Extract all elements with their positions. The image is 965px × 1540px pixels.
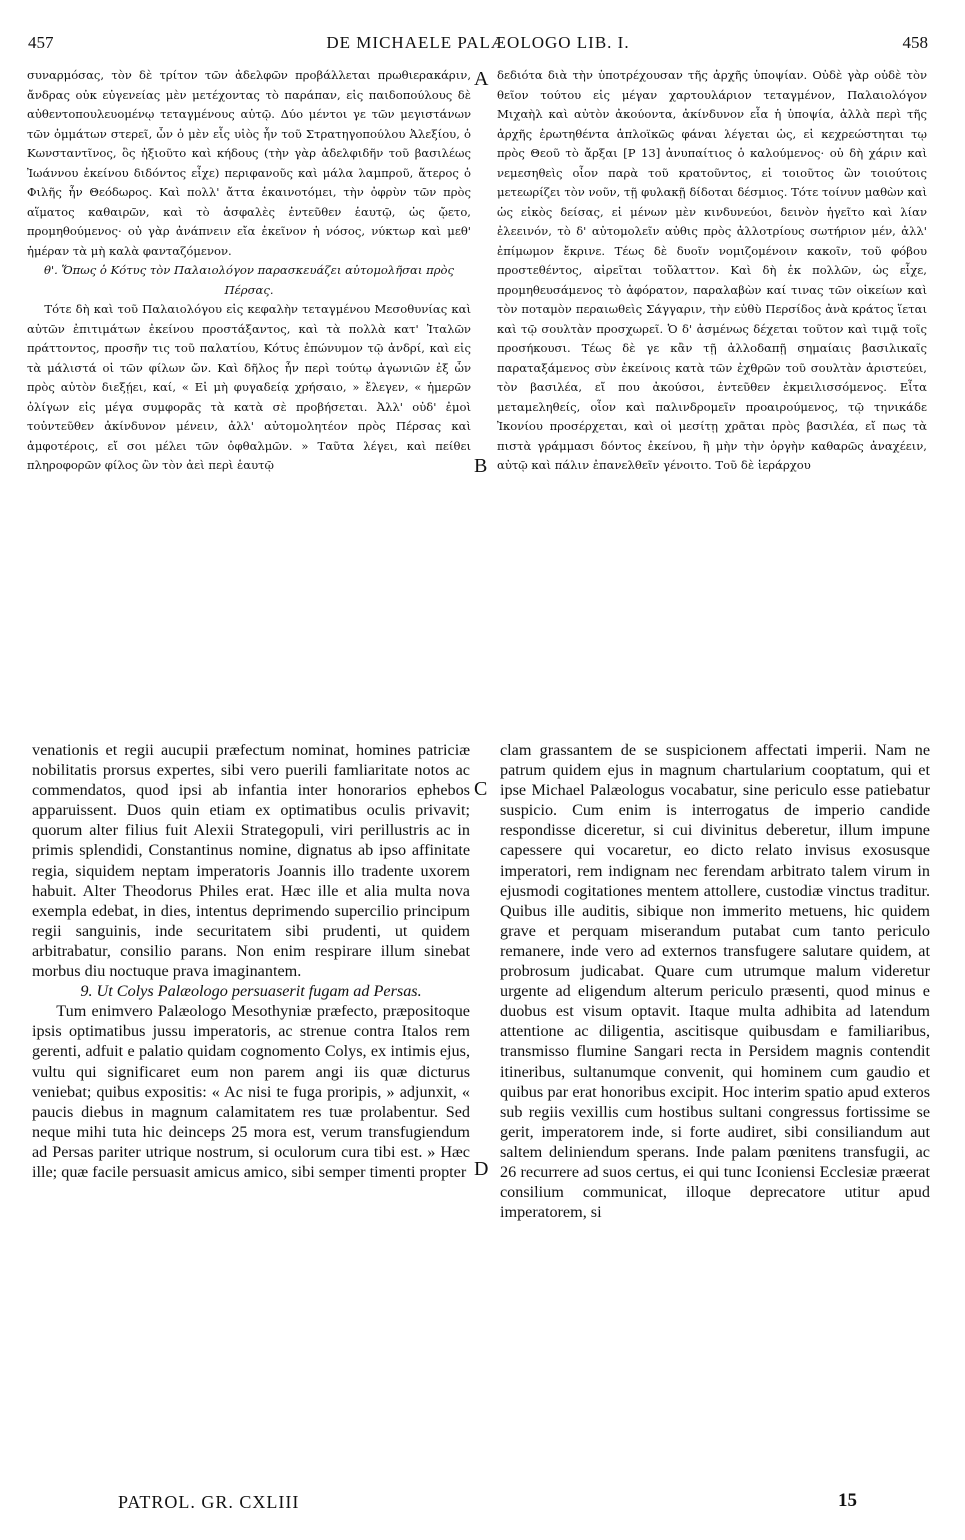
greek-column-right <box>497 66 927 476</box>
running-title: DE MICHAELE PALÆOLOGO LIB. I. <box>326 33 630 52</box>
latin-section-heading: 9. Ut Colys Palæologo persuaserit fugam ad Persas. <box>80 982 422 1001</box>
latin-column-left <box>32 740 470 1182</box>
greek-column-left <box>27 66 471 476</box>
greek-section-heading: θ'. Ὅπως ὁ Κότυς τὸν Παλαιολόγον παρασκευάζει αὐτομολῆσαι πρὸς Πέρσας. <box>43 263 455 297</box>
margin-marker-d: D <box>474 1158 489 1180</box>
greek-right-paragraph-1: δεδιότα διὰ τὴν ὑποτρέχουσαν τῆς ἀρχῆς ὑποψίαν. Οὐδὲ γὰρ οὐδὲ τὸν θεῖον τούτου εἰς μέγαν χαρτουλάριον τεταγμένον, Παλαιολόγον Μιχαὴλ καὶ αὐτὸν ἀκούοντα, ἀκίνδυνον εἶα ἡ ὑποψία, ἀλλὰ περὶ τῆς ἀρχῆς ἐρωτηθέντα ἁπλοϊκῶς φάναι λέγεται ὡς, εἰ κεχρεώστηται τῳ πρὸς Θεοῦ τὸ ἄρξαι [P 13] ἀνυπαίτιος ὁ καλούμενος· οὐ δὴ χάριν καὶ νεμεσηθεὶς οἷον παρὰ τοῦ κρατοῦντος, εἰ τοιοῦτος ὢν τοιούτοις μετεωρίζει τὸν νοῦν, τῇ φυλακῇ δίδοται δέσμιος. Τότε τοίνυν μαθὼν καὶ ὡς εἰκὸς δείσας, εἰ μένων μὲν κινδυνεύοι, δεινὸν ἡγεῖτο καὶ λίαν ἐλεεινόν, τὸ δ' αὐτομολεῖν αὐθις πρὸς ἀλλοτρίους σωτήριον μέν, ἀλλ' ἐπίμωμον ἔκρινε. Τέως δὲ δυοῖν νομιζομένοιν κακοῖν, τοῦ φόβου προστεθέντος, αἱρεῖται τοὔλαττον. Καὶ δὴ ἐκ πολλῶν, ὡς εἶχε, προμηθευσάμενος τὸ ἀφόρατον, παραλαβὼν καί τινας τῶν οἰκείων καὶ τὸν ποταμὸν περαιωθεὶς Σάγγαριν, τὴν εὐθὺ Περσίδος ἀνὰ κράτος ἵεται καὶ τῷ σουλτὰν προσχωρεῖ. Ὁ δ' ἀσμένως δέχεται τοῦτον καὶ τιμᾷ τοῖς προσήκουσι. Τέως δὲ γε κἂν τῇ ἀλλοδαπῇ σημαίαις βασιλικαῖς παραταξάμενος σὺν ἐκείνοις κατὰ τῶν ἐχθρῶν τοῦ σουλτὰν ἀριστεύει, τὸν βασιλέα, εἴ που ἀκούσοι, ἐντεῦθεν ἐκμειλισσόμενος. Εἶτα μεταμεληθείς, οἷον καὶ παλινδρομεῖν προαιρούμενος, τῷ τηνικάδε Ἰκονίου προσέρχεται, καὶ οἱ μεσίτῃ χρᾶται πρὸς βασιλέα, εἴ πως τὰ πιστὰ γράμμασι δόντος ἐκείνου, ἢ μὴν τὴν ὀργὴν καθαρῶς ἀναχέειν, αὐτῷ καὶ πάλιν ἐπανελθεῖν γένοιτο. Τοῦ δὲ ἱεράρχου <box>497 68 927 472</box>
margin-marker-b: B <box>474 455 488 477</box>
page-number-left: 457 <box>28 33 54 52</box>
running-header <box>28 33 928 59</box>
margin-marker-a: A <box>474 68 489 90</box>
latin-left-paragraph-2: Tum enimvero Palæologo Mesothyniæ præfecto, præpositoque ipsis optimatibus jussu imperatoris, ac strenue contra Italos rem gerenti, adfuit e palatio quidam cognomento Colys, ex intimis ejus, vultu qui significaret eum non parem angi iis quæ dicturus veniebat; quibus expositis: « Ac nisi te fuga proripis, » adjunxit, « paucis diebus in magnum calamitatem res tuæ prolabentur. Sed neque mihi tuta hic deinceps 25 mora est, verum transfugiendum ad Persas pariter utrique nostrum, si oculorum cura tibi est. » Hæc ille; quæ facile persuasit amicus amico, sibi semper timenti propter <box>32 1002 470 1181</box>
latin-left-paragraph-1: venationis et regii aucupii præfectum nominat, homines patriciæ nobilitatis prorsus expertes, sibi vero puerili famliaritate notos ac commendatos, quod ipsi ab infantia inter honorarios ephebos apparuissent. Duos quin etiam ex optimatibus oculis privavit; quorum alter filius fuit Alexii Strategopuli, viri perillustris ac in primis splendidi, Constantinus nomine, dignatus ab ipso affinitate regia, siquidem neptam imperatoris Joannis illo tradente uxorem habuit. Alter Theodorus Philes erat. Hæc ille et alia multa nova exempla edebat, in dies, intentus deprimendo supercilio principum regii sanguinis, inde securitatem sibi prudenti, ut quidem arbitrabatur, consilio parans. Non enim respirare illum sinebat morbus diu noctuque prava imaginantem. <box>32 741 470 981</box>
footer-signature: PATROL. GR. CXLIII <box>118 1492 300 1512</box>
latin-column-right <box>500 740 930 1222</box>
greek-left-paragraph-1: συναρμόσας, τὸν δὲ τρίτον τῶν ἀδελφῶν προβάλλεται πρωθιερακάριν, ἄνδρας οὐκ εὐγενείας μὲν μετέχοντας τὸ παράπαν, εἰς παιδοπούλους δὲ αὐθεντοπουλευομένῳ τεταγμένους αὐτῷ. Δύο μέντοι γε τῶν μεγιστάνων τῶν ὀμμάτων στερεῖ, ὧν ὁ μὲν εἷς υἱὸς ἦν τοῦ Στρατηγοπούλου Ἀλεξίου, ὁ Κωνσταντῖνος, ὃς ἠξιοῦτο καὶ κήδους (τὴν γὰρ ἀδελφιδῆν τοῦ βασιλέως Ἰωάννου ἐκείνου διδόντος εἶχε) περιφανοῦς καὶ μάλα λαμπροῦ, ἅτερος ὁ Φιλῆς ἦν Θεόδωρος. Καὶ πολλ' ἄττα ἐκαινοτόμει, τὴν ὀφρὺν τῶν πρὸς αἵματος καθαιρῶν, καὶ τὸ ἀσφαλὲς ἐντεῦθεν ἑαυτῷ, ὡς ᾤετο, προμηθούμενος· οὐ γὰρ ἀνάπνειν εἴα ἐκεῖνον ἡ νόσος, νύκτωρ καὶ μεθ' ἡμέραν τὰ μὴ καλὰ φανταζόμενον. <box>27 68 471 258</box>
greek-left-paragraph-2: Τότε δὴ καὶ τοῦ Παλαιολόγου εἰς κεφαλὴν τεταγμένου Μεσοθυνίας καὶ αὐτῶν ἐπιτιμάτων ἐκείνου προστάξαντος, καὶ τὰ πολλὰ κατ' Ἰταλῶν πράττοντος, προσῆν τις τοῦ παλατίου, Κότυς ἐπώνυμον τῷ ἀνδρί, καὶ εἰς τὰ μάλιστά οἱ τῶν φίλων ὤν. Καὶ δῆλος ἦν περὶ τούτῳ ἀγωνιῶν ἐξ ὧν πρὸς αὐτὸν διεξῄει, καί, « Εἰ μὴ φυγαδείᾳ χρήσαιο, » ἔλεγεν, « ἡμερῶν ὀλίγων εἰς μέγα συμφορᾶς τὰ κατὰ σὲ προβήσεται. Ἀλλ' οὐδ' ἐμοὶ τοὐντεῦθεν ἀκίνδυνον μένειν, ἀλλ' αὐτομολητέον πρὸς Πέρσας καὶ ἀμφοτέροις, εἴ σοι μέλει τῶν ὀφθαλμῶν. » Ταῦτα λέγει, καὶ πείθει πληροφορῶν φίλος ὢν τὸν ἀεὶ περὶ ἑαυτῷ <box>27 302 471 472</box>
latin-right-paragraph-1: clam grassantem de se suspicionem affectati imperii. Nam ne patrum quidem ejus in magnum chartularium cooptatum, qui et ipse Michael Palæologus vocabatur, sine periculo esse patiebatur suspicio. Cum enim is interrogatus de imperio candide respondisse diceretur, si cui divinitus deberetur, illum impune capessere qui vocaretur, eo dicto relato invisus exosusque imperatori, rem indignam nec ferendam arbitrato talem virum in ejusmodi cogitationes mentem attollere, custodiæ vinctus traditur. Quibus ille auditis, sibique non immerito metuens, hic quidem grave et perquam miserandum putabat cum tanto periculo remanere, inde vero ad externos transfugere salutare quidem, at probrosum judicabat. Quare cum utrumque malum videretur urgente ad eligendum alterum periculo præsenti, quod minus e duobus est visum optavit. Itaque multa adhibita ad latendum attentione ac diligentia, ascitisque quibusdam e familiaribus, transmisso flumine Sangari recta in Persidem magnis contendit itineribus, sultanumque convenit, qui hominem cum gaudio et quibus par erat honoribus excipit. Hoc interim spatio apud exteros sub regiis vexillis cum hostibus sultani congressus fortissime se gerit, imperatorem inde, si forte audiret, sibi consiliandum aut saltem deliniendum sperans. Inde palam pœnitens transfugii, ac 26 recurrere ad suos certus, ei qui tunc Iconiensi Ecclesiæ præerat consilium communicat, illoque deprecatore utitur apud imperatorem, si <box>500 741 930 1222</box>
footer-sheet-number: 15 <box>838 1490 857 1511</box>
margin-marker-c: C <box>474 778 488 800</box>
page-number-right: 458 <box>902 33 928 52</box>
